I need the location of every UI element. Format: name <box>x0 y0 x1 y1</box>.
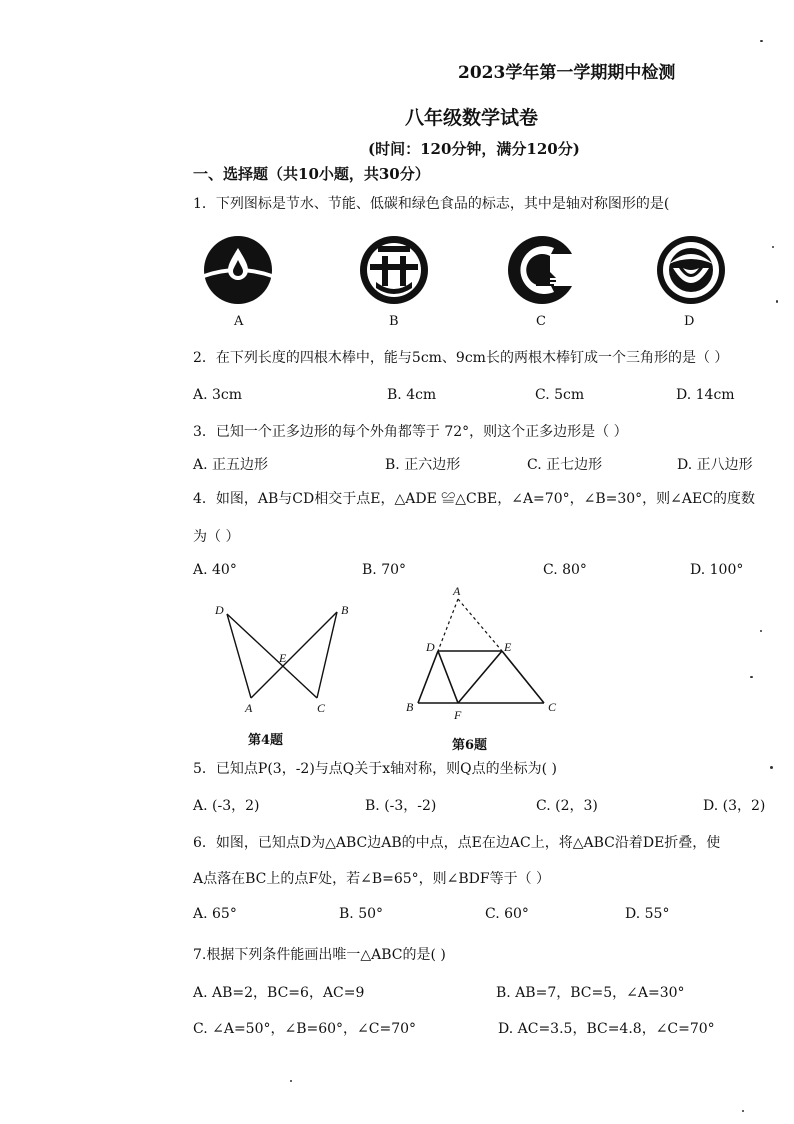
question-4-stem-line1: 4．如图，AB与CD相交于点E，△ADE ≌△CBE，∠A=70°，∠B=30°，则∠AEC的度数 <box>193 491 755 507</box>
option-label-c: C <box>536 314 546 329</box>
question-1-stem: 1．下列图标是节水、节能、低碳和绿色食品的标志，其中是轴对称图形的是( <box>193 196 670 212</box>
question-4-option-c: C. 80° <box>543 562 587 578</box>
water-saving-logo-icon <box>202 234 274 306</box>
low-carbon-logo-icon <box>506 234 578 306</box>
option-label-a: A <box>234 314 244 329</box>
paper-title: 八年级数学试卷 <box>405 107 539 129</box>
question-6-option-d: D. 55° <box>625 906 670 922</box>
question-6-option-b: B. 50° <box>339 906 384 922</box>
question-7-option-a: A. AB=2，BC=6，AC=9 <box>193 985 365 1001</box>
question-4-option-a: A. 40° <box>193 562 237 578</box>
question-2-stem: 2．在下列长度的四根木棒中，能与5cm、9cm长的两根木棒钉成一个三角形的是（ ） <box>193 350 729 366</box>
question-4-stem-line2: 为（ ） <box>193 529 240 545</box>
scan-speck <box>760 630 762 632</box>
exam-title: 2023学年第一学期期中检测 <box>458 63 676 83</box>
question-7-option-b: B. AB=7，BC=5，∠A=30° <box>496 985 685 1001</box>
scan-speck <box>772 246 774 248</box>
question-6-option-a: A. 65° <box>193 906 237 922</box>
question-5-option-a: A. (-3，2) <box>193 798 260 814</box>
question-2-option-a: A. 3cm <box>193 387 243 403</box>
question-5-option-d: D. (3，2) <box>703 798 766 814</box>
figure-question-6 <box>398 585 568 725</box>
question-3-option-d: D. 正八边形 <box>677 457 753 473</box>
scan-speck <box>760 40 763 42</box>
figure-caption-6: 第6题 <box>452 738 488 753</box>
question-3-stem: 3．已知一个正多边形的每个外角都等于 72°，则这个正多边形是（ ） <box>193 424 628 440</box>
point-label-b: B <box>406 700 414 714</box>
green-food-logo-icon <box>655 234 727 306</box>
question-6-stem-line2: A点落在BC上的点F处，若∠B=65°，则∠BDF等于（ ） <box>193 871 551 887</box>
question-7-option-d: D. AC=3.5，BC=4.8，∠C=70° <box>498 1021 715 1037</box>
question-7-option-c: C. ∠A=50°，∠B=60°，∠C=70° <box>193 1021 417 1037</box>
question-3-option-c: C. 正七边形 <box>527 457 603 473</box>
question-5-option-b: B. (-3，-2) <box>365 798 437 814</box>
question-7-stem: 7.根据下列条件能画出唯一△ABC的是( ) <box>193 947 446 963</box>
question-5-stem: 5．已知点P(3，-2)与点Q关于x轴对称，则Q点的坐标为( ) <box>193 761 558 777</box>
point-label-c: C <box>548 700 557 714</box>
figure-caption-4: 第4题 <box>248 733 284 748</box>
scan-speck <box>742 1110 744 1112</box>
question-5-option-c: C. (2，3) <box>536 798 598 814</box>
energy-saving-logo-icon <box>358 234 430 306</box>
question-2-option-c: C. 5cm <box>535 387 585 403</box>
option-label-b: B <box>389 314 399 329</box>
point-label-d: D <box>215 603 224 617</box>
option-label-d: D <box>684 314 695 329</box>
time-note: (时间：120分钟，满分120分) <box>368 140 580 158</box>
point-label-e: E <box>279 651 287 665</box>
question-6-option-c: C. 60° <box>485 906 529 922</box>
point-label-e: E <box>504 640 512 654</box>
question-6-stem-line1: 6．如图，已知点D为△ABC边AB的中点，点E在边AC上，将△ABC沿着DE折叠，使 <box>193 835 721 851</box>
figure-question-4 <box>205 600 365 720</box>
point-label-b: B <box>341 603 349 617</box>
point-label-c: C <box>317 701 326 715</box>
point-label-d: D <box>426 640 435 654</box>
question-4-option-b: B. 70° <box>362 562 407 578</box>
question-2-option-b: B. 4cm <box>387 387 437 403</box>
point-label-a: A <box>453 585 461 598</box>
point-label-f: F <box>454 708 462 722</box>
scan-speck <box>290 1080 292 1082</box>
section-title: 一、选择题（共10小题，共30分） <box>193 165 430 183</box>
scan-speck <box>776 300 778 303</box>
scan-speck <box>770 766 773 769</box>
point-label-a: A <box>245 701 253 715</box>
question-3-option-a: A. 正五边形 <box>193 457 269 473</box>
question-3-option-b: B. 正六边形 <box>385 457 461 473</box>
question-4-option-d: D. 100° <box>690 562 744 578</box>
question-2-option-d: D. 14cm <box>676 387 735 403</box>
scan-speck <box>750 676 753 678</box>
